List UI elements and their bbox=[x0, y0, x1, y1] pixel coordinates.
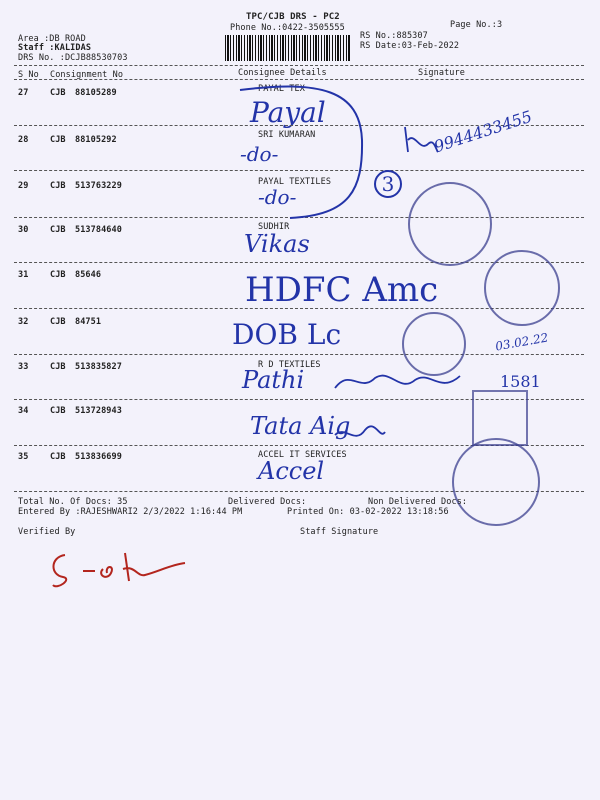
col-sno: S No bbox=[18, 70, 39, 80]
row-sno: 31 bbox=[18, 270, 29, 280]
row-handwriting: Accel bbox=[258, 457, 325, 485]
row-consignment: 85646 bbox=[75, 270, 102, 280]
row-consignment: 513784640 bbox=[75, 225, 122, 235]
barcode bbox=[225, 35, 351, 61]
row-prefix: CJB bbox=[50, 88, 66, 98]
row-handwriting: -do- bbox=[258, 185, 297, 209]
row-prefix: CJB bbox=[50, 406, 66, 416]
row-consignment: 513728943 bbox=[75, 406, 122, 416]
date-note: 03.02.22 bbox=[494, 330, 550, 354]
verified-by-label: Verified By bbox=[18, 527, 76, 537]
row-consignee: R D TEXTILES bbox=[258, 360, 321, 370]
row-prefix: CJB bbox=[50, 135, 66, 145]
delivered-docs: Delivered Docs: bbox=[228, 497, 307, 507]
row-prefix: CJB bbox=[50, 270, 66, 280]
total-docs: Total No. Of Docs: 35 bbox=[18, 497, 128, 507]
circled-count: 3 bbox=[374, 170, 402, 198]
row-divider bbox=[14, 354, 584, 355]
row-prefix: CJB bbox=[50, 317, 66, 327]
accel-stamp-icon bbox=[452, 438, 540, 526]
staff-field: Staff :KALIDAS bbox=[18, 43, 92, 53]
row-consignment: 88105292 bbox=[75, 135, 117, 145]
row-prefix: CJB bbox=[50, 362, 66, 372]
entered-by: Entered By :RAJESHWARI2 2/3/2022 1:16:44 PM bbox=[18, 507, 243, 517]
row-sno: 29 bbox=[18, 181, 29, 191]
row-handwriting: HDFC Amc bbox=[245, 270, 439, 310]
row-prefix: CJB bbox=[50, 181, 66, 191]
staff-signature-label: Staff Signature bbox=[300, 527, 379, 537]
row-handwriting: Payal bbox=[250, 96, 326, 129]
row-consignee: SUDHIR bbox=[258, 222, 290, 232]
signature-scribble-icon bbox=[330, 410, 390, 450]
grouping-bracket-icon bbox=[230, 80, 380, 230]
company-stamp-icon bbox=[484, 250, 560, 326]
rs-number: RS No.:885307 bbox=[360, 31, 428, 41]
row-handwriting: DOB Lc bbox=[232, 318, 342, 351]
signature-scribble-icon bbox=[330, 368, 480, 398]
row-handwriting: Pathi bbox=[242, 366, 305, 394]
document-title: TPC/CJB DRS - PC2 bbox=[246, 12, 340, 22]
row-handwriting: Vikas bbox=[244, 230, 310, 258]
row-consignee: ACCEL IT SERVICES bbox=[258, 450, 347, 460]
rs-date: RS Date:03-Feb-2022 bbox=[360, 41, 460, 51]
drs-number: DRS No. :DCJB88530703 bbox=[18, 53, 128, 63]
row-prefix: CJB bbox=[50, 452, 66, 462]
number-note: 1581 bbox=[500, 372, 541, 391]
signature-scribble-icon bbox=[400, 122, 440, 162]
row-sno: 27 bbox=[18, 88, 29, 98]
row-consignment: 84751 bbox=[75, 317, 102, 327]
row-sno: 32 bbox=[18, 317, 29, 327]
row-consignee: SRI KUMARAN bbox=[258, 130, 316, 140]
col-consignee: Consignee Details bbox=[238, 68, 327, 78]
row-handwriting: -do- bbox=[240, 142, 279, 166]
col-consignment: Consignment No bbox=[50, 70, 124, 80]
row-consignment: 513835827 bbox=[75, 362, 122, 372]
phone-note: 9944433455 bbox=[431, 106, 535, 157]
row-sno: 35 bbox=[18, 452, 29, 462]
phone-number: Phone No.:0422-3505555 bbox=[230, 23, 345, 33]
row-handwriting: Tata Aig bbox=[250, 412, 351, 440]
company-stamp-icon bbox=[408, 182, 492, 266]
verifier-signature-icon bbox=[45, 545, 195, 595]
non-delivered-docs: Non Delivered Docs: bbox=[368, 497, 468, 507]
row-sno: 33 bbox=[18, 362, 29, 372]
row-sno: 30 bbox=[18, 225, 29, 235]
header-divider bbox=[14, 65, 584, 66]
row-prefix: CJB bbox=[50, 225, 66, 235]
printed-on: Printed On: 03-02-2022 13:18:56 bbox=[287, 507, 449, 517]
col-signature: Signature bbox=[418, 68, 465, 78]
row-consignee: PAYAL TEXTILES bbox=[258, 177, 332, 187]
row-sno: 34 bbox=[18, 406, 29, 416]
page-number: Page No.:3 bbox=[450, 20, 503, 30]
row-consignee: PAYAL TEX bbox=[258, 84, 305, 94]
row-sno: 28 bbox=[18, 135, 29, 145]
area-field: Area :DB ROAD bbox=[18, 34, 86, 44]
row-consignment: 88105289 bbox=[75, 88, 117, 98]
bank-stamp-icon bbox=[402, 312, 466, 376]
row-consignment: 513763229 bbox=[75, 181, 122, 191]
row-consignment: 513836699 bbox=[75, 452, 122, 462]
